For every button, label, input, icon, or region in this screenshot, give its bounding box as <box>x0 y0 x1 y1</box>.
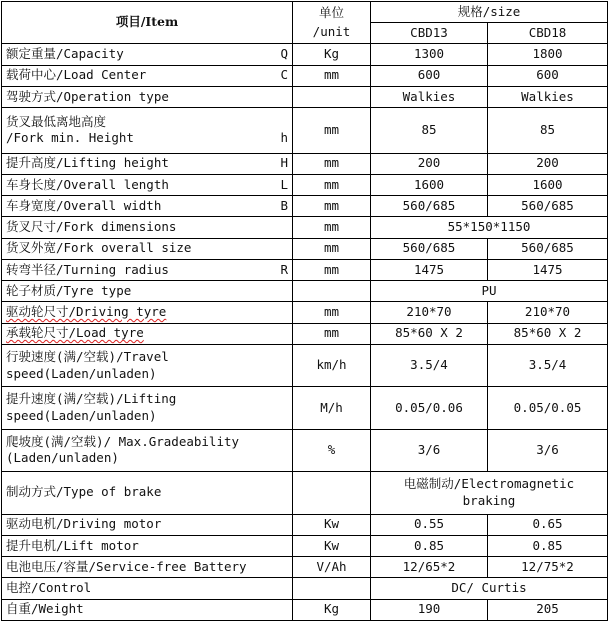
row-value-cbd13: 85 <box>371 108 488 154</box>
table-row <box>2 153 608 174</box>
row-value-cbd13: 0.05/0.06 <box>371 387 488 429</box>
table-row <box>2 387 608 429</box>
row-item: 制动方式/Type of brake <box>2 472 293 514</box>
table-row <box>2 281 608 302</box>
row-unit: Kw <box>293 535 371 556</box>
row-value-cbd18: 0.85 <box>488 535 608 556</box>
table-row <box>2 86 608 107</box>
row-unit: mm <box>293 153 371 174</box>
row-value-cbd18: 200 <box>488 153 608 174</box>
table-row <box>2 578 608 599</box>
row-value-merged: 55*150*1150 <box>371 217 608 238</box>
row-item: 驾驶方式/Operation type <box>2 86 293 107</box>
row-unit: Kg <box>293 44 371 65</box>
table-row <box>2 429 608 471</box>
row-item: 自重/Weight <box>2 599 293 620</box>
table-row <box>2 174 608 195</box>
row-unit: mm <box>293 302 371 323</box>
row-unit: V/Ah <box>293 557 371 578</box>
row-item: 提升速度(满/空载)/Lifting speed(Laden/unladen) <box>2 387 293 429</box>
row-value-cbd18: 0.05/0.05 <box>488 387 608 429</box>
row-item: 车身宽度/Overall width B <box>2 196 293 217</box>
row-item: 载荷中心/Load Center C <box>2 65 293 86</box>
row-value-cbd18: 600 <box>488 65 608 86</box>
row-item: 轮子材质/Tyre type <box>2 281 293 302</box>
row-value-cbd18: Walkies <box>488 86 608 107</box>
row-unit <box>293 86 371 107</box>
row-item: 货叉尺寸/Fork dimensions <box>2 217 293 238</box>
row-value-merged: 电磁制动/Electromagnetic braking <box>371 472 608 514</box>
row-value-cbd18: 85*60 X 2 <box>488 323 608 344</box>
table-row <box>2 238 608 259</box>
row-item: 行驶速度(满/空载)/Travel speed(Laden/unladen) <box>2 344 293 386</box>
row-value-cbd13: 3.5/4 <box>371 344 488 386</box>
row-value-cbd13: 1300 <box>371 44 488 65</box>
row-value-cbd13: 1600 <box>371 174 488 195</box>
row-unit: Kw <box>293 514 371 535</box>
row-item: 提升电机/Lift motor <box>2 535 293 556</box>
row-unit: mm <box>293 217 371 238</box>
row-item: 车身长度/Overall length L <box>2 174 293 195</box>
row-item: 电池电压/容量/Service-free Battery <box>2 557 293 578</box>
row-value-cbd13: 600 <box>371 65 488 86</box>
row-value-cbd13: 12/65*2 <box>371 557 488 578</box>
table-row <box>2 108 608 154</box>
table-row <box>2 65 608 86</box>
header-size: 规格/size <box>371 2 608 23</box>
row-value-cbd18: 3.5/4 <box>488 344 608 386</box>
row-item: 爬坡度(满/空载)/ Max.Gradeability (Laden/unladen) <box>2 429 293 471</box>
row-value-cbd13: 560/685 <box>371 196 488 217</box>
row-unit: mm <box>293 174 371 195</box>
table-row <box>2 196 608 217</box>
header-model-1: CBD13 <box>371 23 488 44</box>
table-row <box>2 44 608 65</box>
row-value-cbd13: 1475 <box>371 259 488 280</box>
table-row <box>2 472 608 514</box>
row-unit: Kg <box>293 599 371 620</box>
row-value-cbd18: 210*70 <box>488 302 608 323</box>
row-item: 货叉最低离地高度 /Fork min. Height h <box>2 108 293 154</box>
row-unit <box>293 578 371 599</box>
table-row <box>2 217 608 238</box>
table-row <box>2 259 608 280</box>
row-value-cbd13: 85*60 X 2 <box>371 323 488 344</box>
row-unit: mm <box>293 238 371 259</box>
row-value-cbd13: 200 <box>371 153 488 174</box>
row-item: 货叉外宽/Fork overall size <box>2 238 293 259</box>
row-value-merged: DC/ Curtis <box>371 578 608 599</box>
row-unit: % <box>293 429 371 471</box>
row-value-cbd18: 85 <box>488 108 608 154</box>
row-value-cbd18: 1600 <box>488 174 608 195</box>
row-value-merged: PU <box>371 281 608 302</box>
table-row <box>2 302 608 323</box>
row-item: 电控/Control <box>2 578 293 599</box>
table-row <box>2 323 608 344</box>
row-value-cbd18: 12/75*2 <box>488 557 608 578</box>
row-unit: km/h <box>293 344 371 386</box>
header-row-1 <box>2 2 608 23</box>
row-value-cbd18: 0.65 <box>488 514 608 535</box>
row-value-cbd18: 560/685 <box>488 238 608 259</box>
header-unit: 单位 /unit <box>293 2 371 44</box>
row-value-cbd13: 190 <box>371 599 488 620</box>
header-model-2: CBD18 <box>488 23 608 44</box>
row-value-cbd18: 560/685 <box>488 196 608 217</box>
row-value-cbd13: 0.85 <box>371 535 488 556</box>
table-row <box>2 557 608 578</box>
row-item: 承载轮尺寸/Load tyre <box>2 323 293 344</box>
row-unit <box>293 281 371 302</box>
row-unit: mm <box>293 65 371 86</box>
table-row <box>2 514 608 535</box>
row-value-cbd18: 3/6 <box>488 429 608 471</box>
row-item: 驱动轮尺寸/Driving tyre <box>2 302 293 323</box>
row-item: 提升高度/Lifting height H <box>2 153 293 174</box>
row-unit: mm <box>293 108 371 154</box>
row-value-cbd13: 210*70 <box>371 302 488 323</box>
row-unit: mm <box>293 196 371 217</box>
table-row <box>2 535 608 556</box>
row-item: 额定重量/Capacity Q <box>2 44 293 65</box>
row-value-cbd13: 3/6 <box>371 429 488 471</box>
row-value-cbd13: 0.55 <box>371 514 488 535</box>
row-unit <box>293 472 371 514</box>
row-value-cbd18: 1475 <box>488 259 608 280</box>
table-row <box>2 344 608 386</box>
header-item: 项目/Item <box>2 2 293 44</box>
row-unit: mm <box>293 259 371 280</box>
row-item: 驱动电机/Driving motor <box>2 514 293 535</box>
row-unit: M/h <box>293 387 371 429</box>
row-value-cbd13: 560/685 <box>371 238 488 259</box>
row-value-cbd13: Walkies <box>371 86 488 107</box>
table-row <box>2 599 608 620</box>
row-unit: mm <box>293 323 371 344</box>
row-value-cbd18: 1800 <box>488 44 608 65</box>
row-item: 转弯半径/Turning radius R <box>2 259 293 280</box>
spec-table <box>1 1 608 621</box>
row-value-cbd18: 205 <box>488 599 608 620</box>
